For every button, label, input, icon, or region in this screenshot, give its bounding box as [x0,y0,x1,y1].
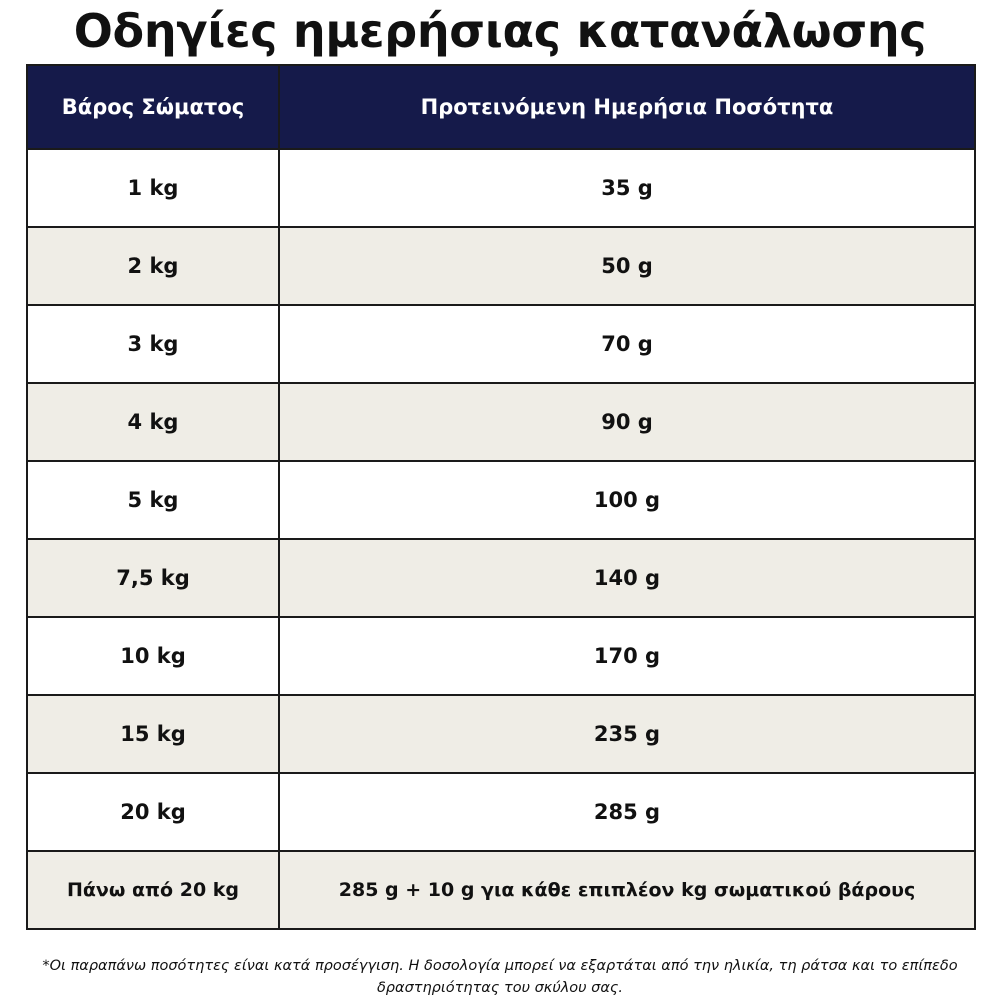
table-row [27,539,975,617]
amount-cell: 90 g [279,383,975,461]
amount-cell: 140 g [279,539,975,617]
weight-cell: 7,5 kg [27,539,279,617]
table-row [27,383,975,461]
table-row [27,149,975,227]
amount-cell: 70 g [279,305,975,383]
table-row [27,617,975,695]
amount-cell: 35 g [279,149,975,227]
weight-cell: Πάνω από 20 kg [27,851,279,929]
header-daily-amount: Προτεινόμενη Ημερήσια Ποσότητα [279,65,975,149]
weight-cell: 1 kg [27,149,279,227]
table-row [27,695,975,773]
table-row [27,461,975,539]
table-row [27,227,975,305]
table-header-row [27,65,975,149]
table-row [27,773,975,851]
amount-cell: 100 g [279,461,975,539]
amount-cell: 170 g [279,617,975,695]
weight-cell: 15 kg [27,695,279,773]
feeding-guide-table [26,64,976,930]
page-title: Οδηγίες ημερήσιας κατανάλωσης [73,4,927,58]
weight-cell: 4 kg [27,383,279,461]
weight-cell: 3 kg [27,305,279,383]
header-body-weight: Βάρος Σώματος [27,65,279,149]
weight-cell: 10 kg [27,617,279,695]
weight-cell: 5 kg [27,461,279,539]
amount-cell: 235 g [279,695,975,773]
amount-cell: 285 g [279,773,975,851]
weight-cell: 2 kg [27,227,279,305]
weight-cell: 20 kg [27,773,279,851]
footnote: *Οι παραπάνω ποσότητες είναι κατά προσέγγιση. Η δοσολογία μπορεί να εξαρτάται από την ηλικία, τη ράτσα και το επίπεδο δραστηριότητας του σκύλου σας. [42,958,958,996]
amount-cell: 285 g + 10 g για κάθε επιπλέον kg σωματικού βάρους [279,851,975,929]
amount-cell: 50 g [279,227,975,305]
table-row [27,305,975,383]
table-row [27,851,975,929]
